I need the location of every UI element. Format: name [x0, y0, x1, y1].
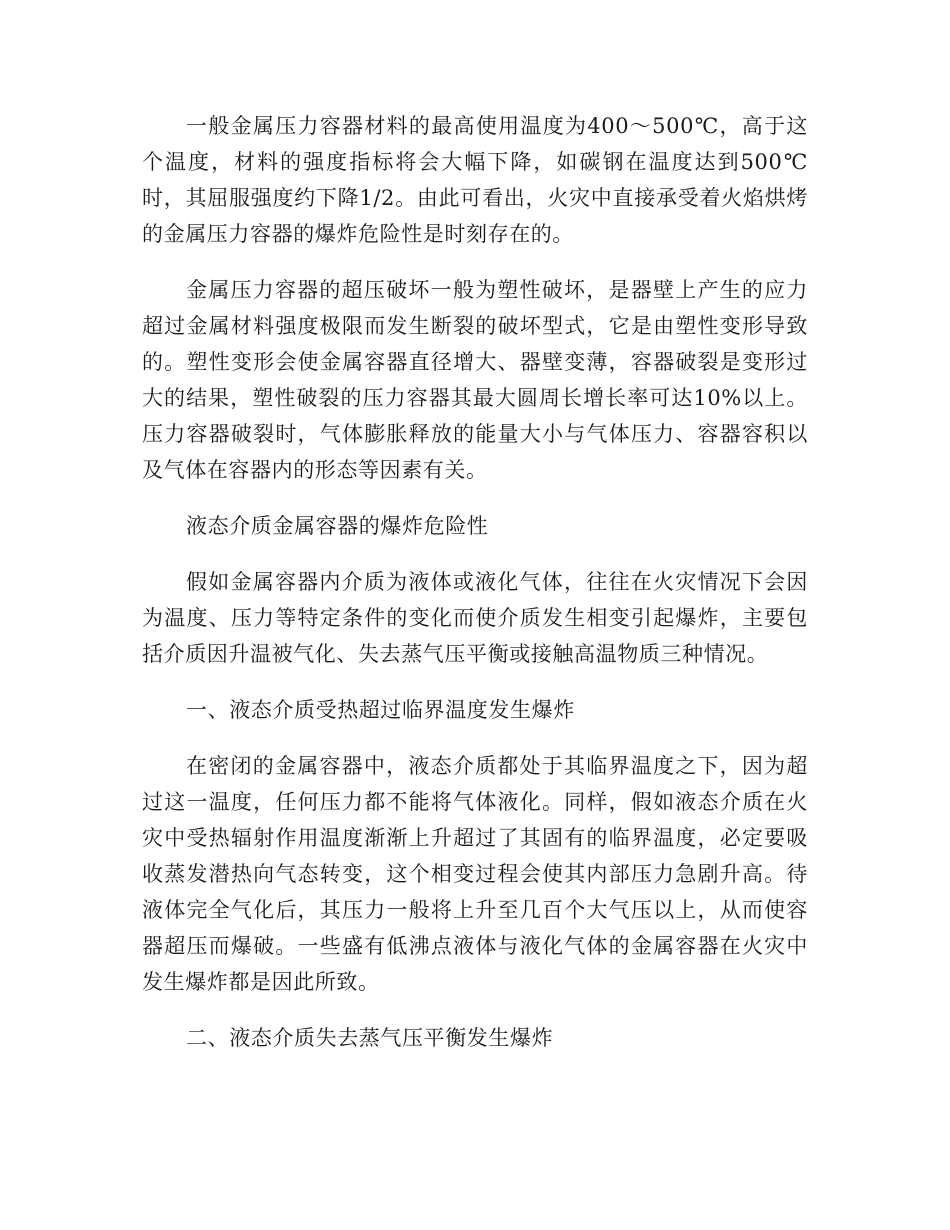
subheading-vapor-pressure: 二、液态介质失去蒸气压平衡发生爆炸 — [186, 1026, 554, 1050]
document-page — [142, 108, 808, 1076]
subheading-critical-temperature: 一、液态介质受热超过临界温度发生爆炸 — [186, 698, 575, 722]
paragraph-max-temperature: 一般金属压力容器材料的最高使用温度为400～500℃，高于这个温度，材料的强度指标将会大幅下降，如碳钢在温度达到500℃时，其屈服强度约下降1/2。由此可看出，火灾中直接承受着火焰烘烤的金属压力容器的爆炸危险性是时刻存在的。 — [142, 114, 808, 246]
section-heading-liquid-media: 液态介质金属容器的爆炸危险性 — [186, 514, 489, 538]
paragraph-critical-temperature: 在密闭的金属容器中，液态介质都处于其临界温度之下，因为超过这一温度，任何压力都不能将气体液化。同样，假如液态介质在火灾中受热辐射作用温度渐渐上升超过了其固有的临界温度，必定要吸收蒸发潜热向气态转变，这个相变过程会使其内部压力急剧升高。待液体完全气化后，其压力一般将上升至几百个大气压以上，从而使容器超压而爆破。一些盛有低沸点液体与液化气体的金属容器在火灾中发生爆炸都是因此所致。 — [142, 754, 808, 994]
paragraph-phase-change: 假如金属容器内介质为液体或液化气体，往往在火灾情况下会因为温度、压力等特定条件的变化而使介质发生相变引起爆炸，主要包括介质因升温被气化、失去蒸气压平衡或接触高温物质三种情况。 — [142, 570, 808, 666]
paragraph-plastic-failure: 金属压力容器的超压破坏一般为塑性破坏，是器壁上产生的应力超过金属材料强度极限而发生断裂的破坏型式，它是由塑性变形导致的。塑性变形会使金属容器直径增大、器壁变薄，容器破裂是变形过大的结果，塑性破裂的压力容器其最大圆周长增长率可达10%以上。压力容器破裂时，气体膨胀释放的能量大小与气体压力、容器容积以及气体在容器内的形态等因素有关。 — [142, 278, 808, 482]
